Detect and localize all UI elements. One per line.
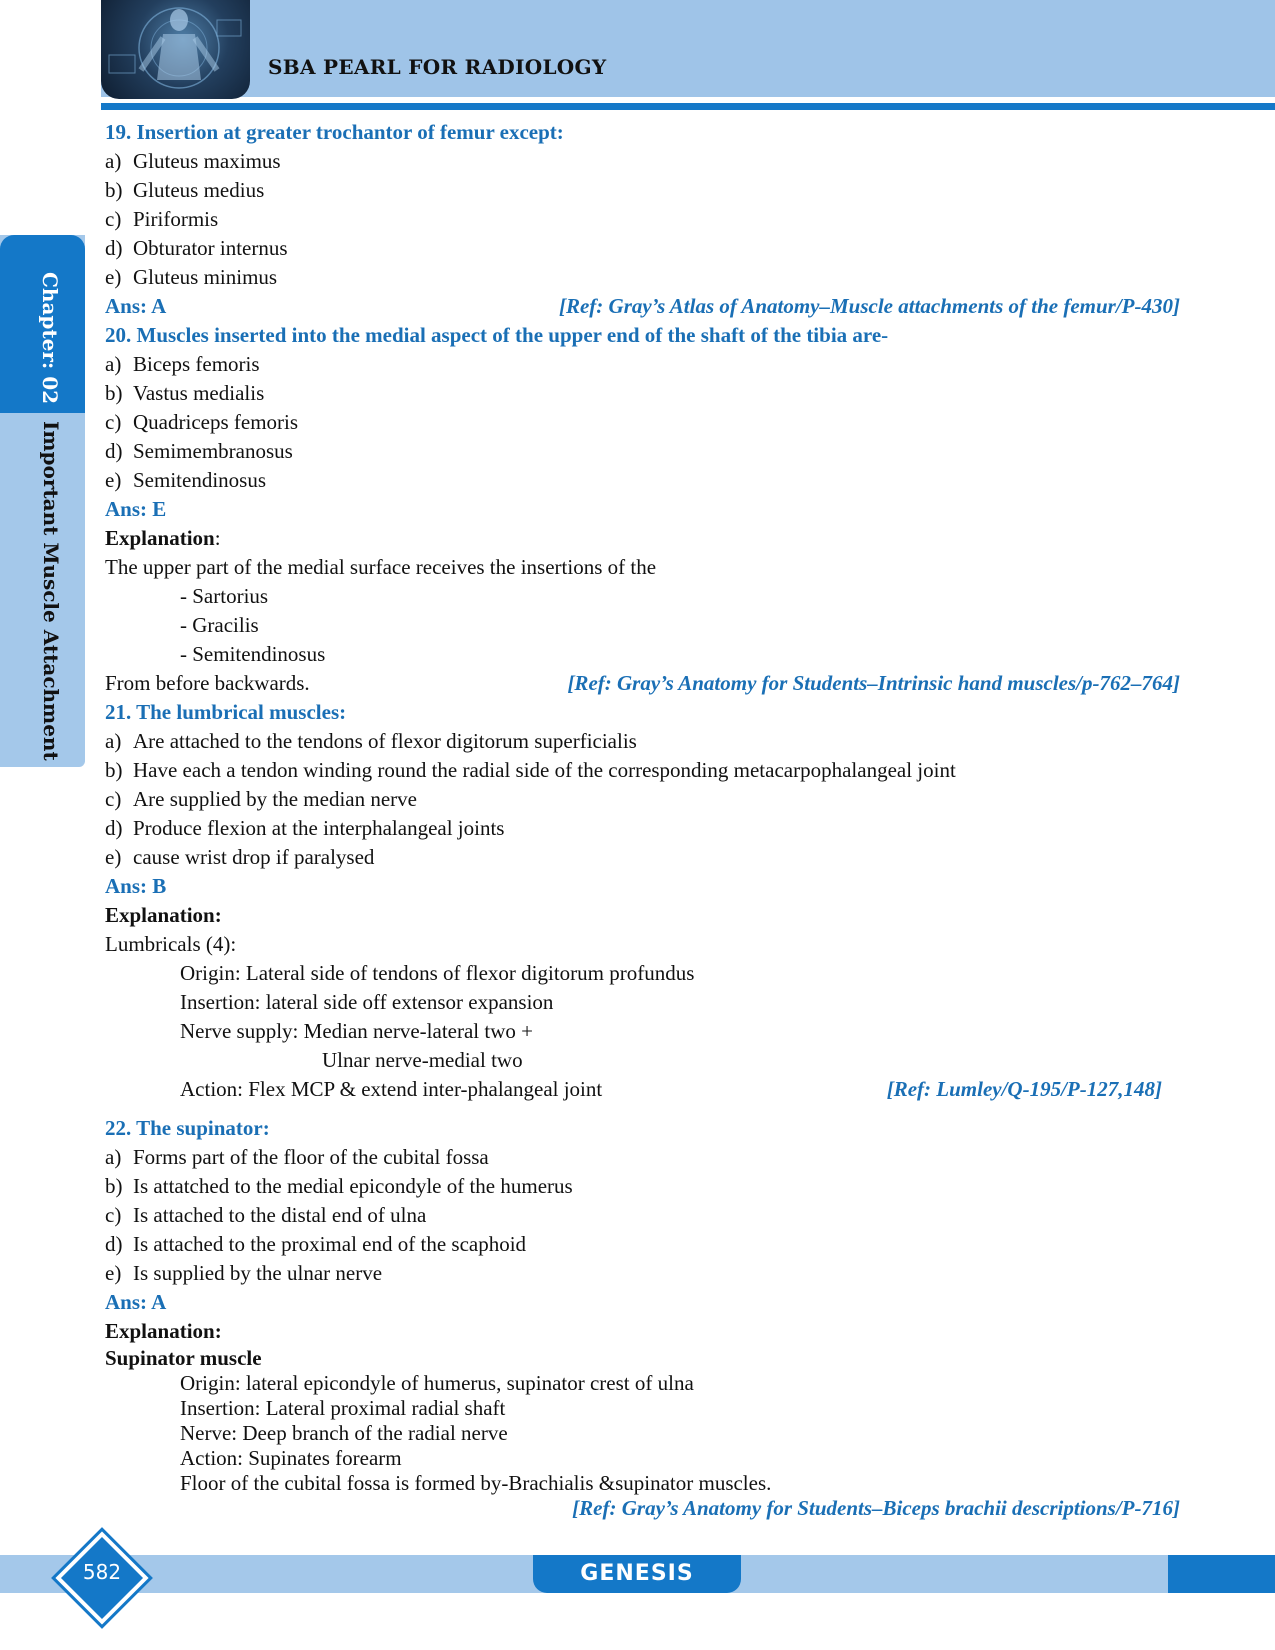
reference: [Ref: Gray’s Anatomy for Students–Biceps brachii descriptions/P-716] [572,1496,1180,1520]
action-text: Action: Supinates forearm [180,1446,402,1470]
floor-text: Floor of the cubital fossa is formed by-Brachialis &supinator muscles. [180,1471,772,1495]
anatomy-cover-image [101,0,250,99]
explanation-heading: Explanation: [105,1319,222,1343]
answer: Ans: E [105,497,167,521]
chapter-label: Chapter: 02 [38,272,62,405]
closing-text: From before backwards. [105,671,310,695]
option: c) Is attached to the distal end of ulna [105,1203,427,1227]
nerve-continued-text: Ulnar nerve-medial two [322,1048,523,1072]
question-19: 19. Insertion at greater trochantor of femur except: [105,120,564,144]
option: a) Biceps femoris [105,352,260,376]
explanation-heading: Explanation: [105,526,221,550]
nerve-text: Nerve supply: Median nerve-lateral two + [180,1019,533,1043]
explanation-text: The upper part of the medial surface receives the insertions of the [105,555,657,579]
option: e) Is supplied by the ulnar nerve [105,1261,383,1285]
answer: Ans: A [105,294,167,318]
option: d) Is attached to the proximal end of the scaphoid [105,1232,527,1256]
origin-text: Origin: lateral epicondyle of humerus, supinator crest of ulna [180,1371,694,1395]
question-21: 21. The lumbrical muscles: [105,700,347,724]
list-item: - Semitendinosus [180,642,326,666]
option: a) Gluteus maximus [105,149,281,173]
explanation-subheading: Lumbricals (4): [105,932,237,956]
page-number: 582 [82,1560,122,1584]
question-22: 22. The supinator: [105,1116,270,1140]
origin-text: Origin: Lateral side of tendons of flexor digitorum profundus [180,961,695,985]
explanation-heading: Explanation: [105,903,222,927]
option: c) Quadriceps femoris [105,410,299,434]
reference: [Ref: Gray’s Atlas of Anatomy–Muscle attachments of the femur/P-430] [558,294,1180,318]
action-row [105,1075,1180,1104]
option: a) Are attached to the tendons of flexor digitorum superficialis [105,729,637,753]
explanation-subheading: Supinator muscle [105,1346,262,1370]
reference: [Ref: Gray’s Anatomy for Students–Intrinsic hand muscles/p-762–764] [567,671,1180,695]
insertion-text: Insertion: Lateral proximal radial shaft [180,1396,506,1420]
reference: [Ref: Lumley/Q-195/P-127,148] [886,1077,1162,1101]
option: e) Semitendinosus [105,468,267,492]
brand-logo: GENESIS [580,1561,694,1586]
option: d) Obturator internus [105,236,288,260]
closing-row [105,669,1180,698]
book-title: SBA PEARL FOR RADIOLOGY [268,55,607,79]
list-item: - Gracilis [180,613,259,637]
header-divider [101,103,1275,110]
action-text: Action: Flex MCP & extend inter-phalangeal joint [180,1077,603,1101]
chapter-title: Important Muscle Attachment [39,421,63,761]
option: a) Forms part of the floor of the cubital fossa [105,1145,489,1169]
header-band [101,0,1275,97]
page-content [105,118,1180,1521]
answer-row [105,292,1180,321]
option: e) cause wrist drop if paralysed [105,845,375,869]
reference-row [105,1496,1180,1521]
answer: Ans: B [105,874,167,898]
option: c) Are supplied by the median nerve [105,787,417,811]
option: b) Is attatched to the medial epicondyle of the humerus [105,1174,573,1198]
option: b) Vastus medialis [105,381,265,405]
list-item: - Sartorius [180,584,269,608]
answer: Ans: A [105,1290,167,1314]
nerve-text: Nerve: Deep branch of the radial nerve [180,1421,508,1445]
option: b) Have each a tendon winding round the radial side of the corresponding metacarpophalangeal joint [105,758,956,782]
option: d) Semimembranosus [105,439,293,463]
insertion-text: Insertion: lateral side off extensor expansion [180,990,554,1014]
option: d) Produce flexion at the interphalangeal joints [105,816,505,840]
option: e) Gluteus minimus [105,265,278,289]
footer-accent [1168,1555,1275,1593]
option: b) Gluteus medius [105,178,265,202]
option: c) Piriformis [105,207,219,231]
question-20: 20. Muscles inserted into the medial aspect of the upper end of the shaft of the tibia are- [105,323,889,347]
